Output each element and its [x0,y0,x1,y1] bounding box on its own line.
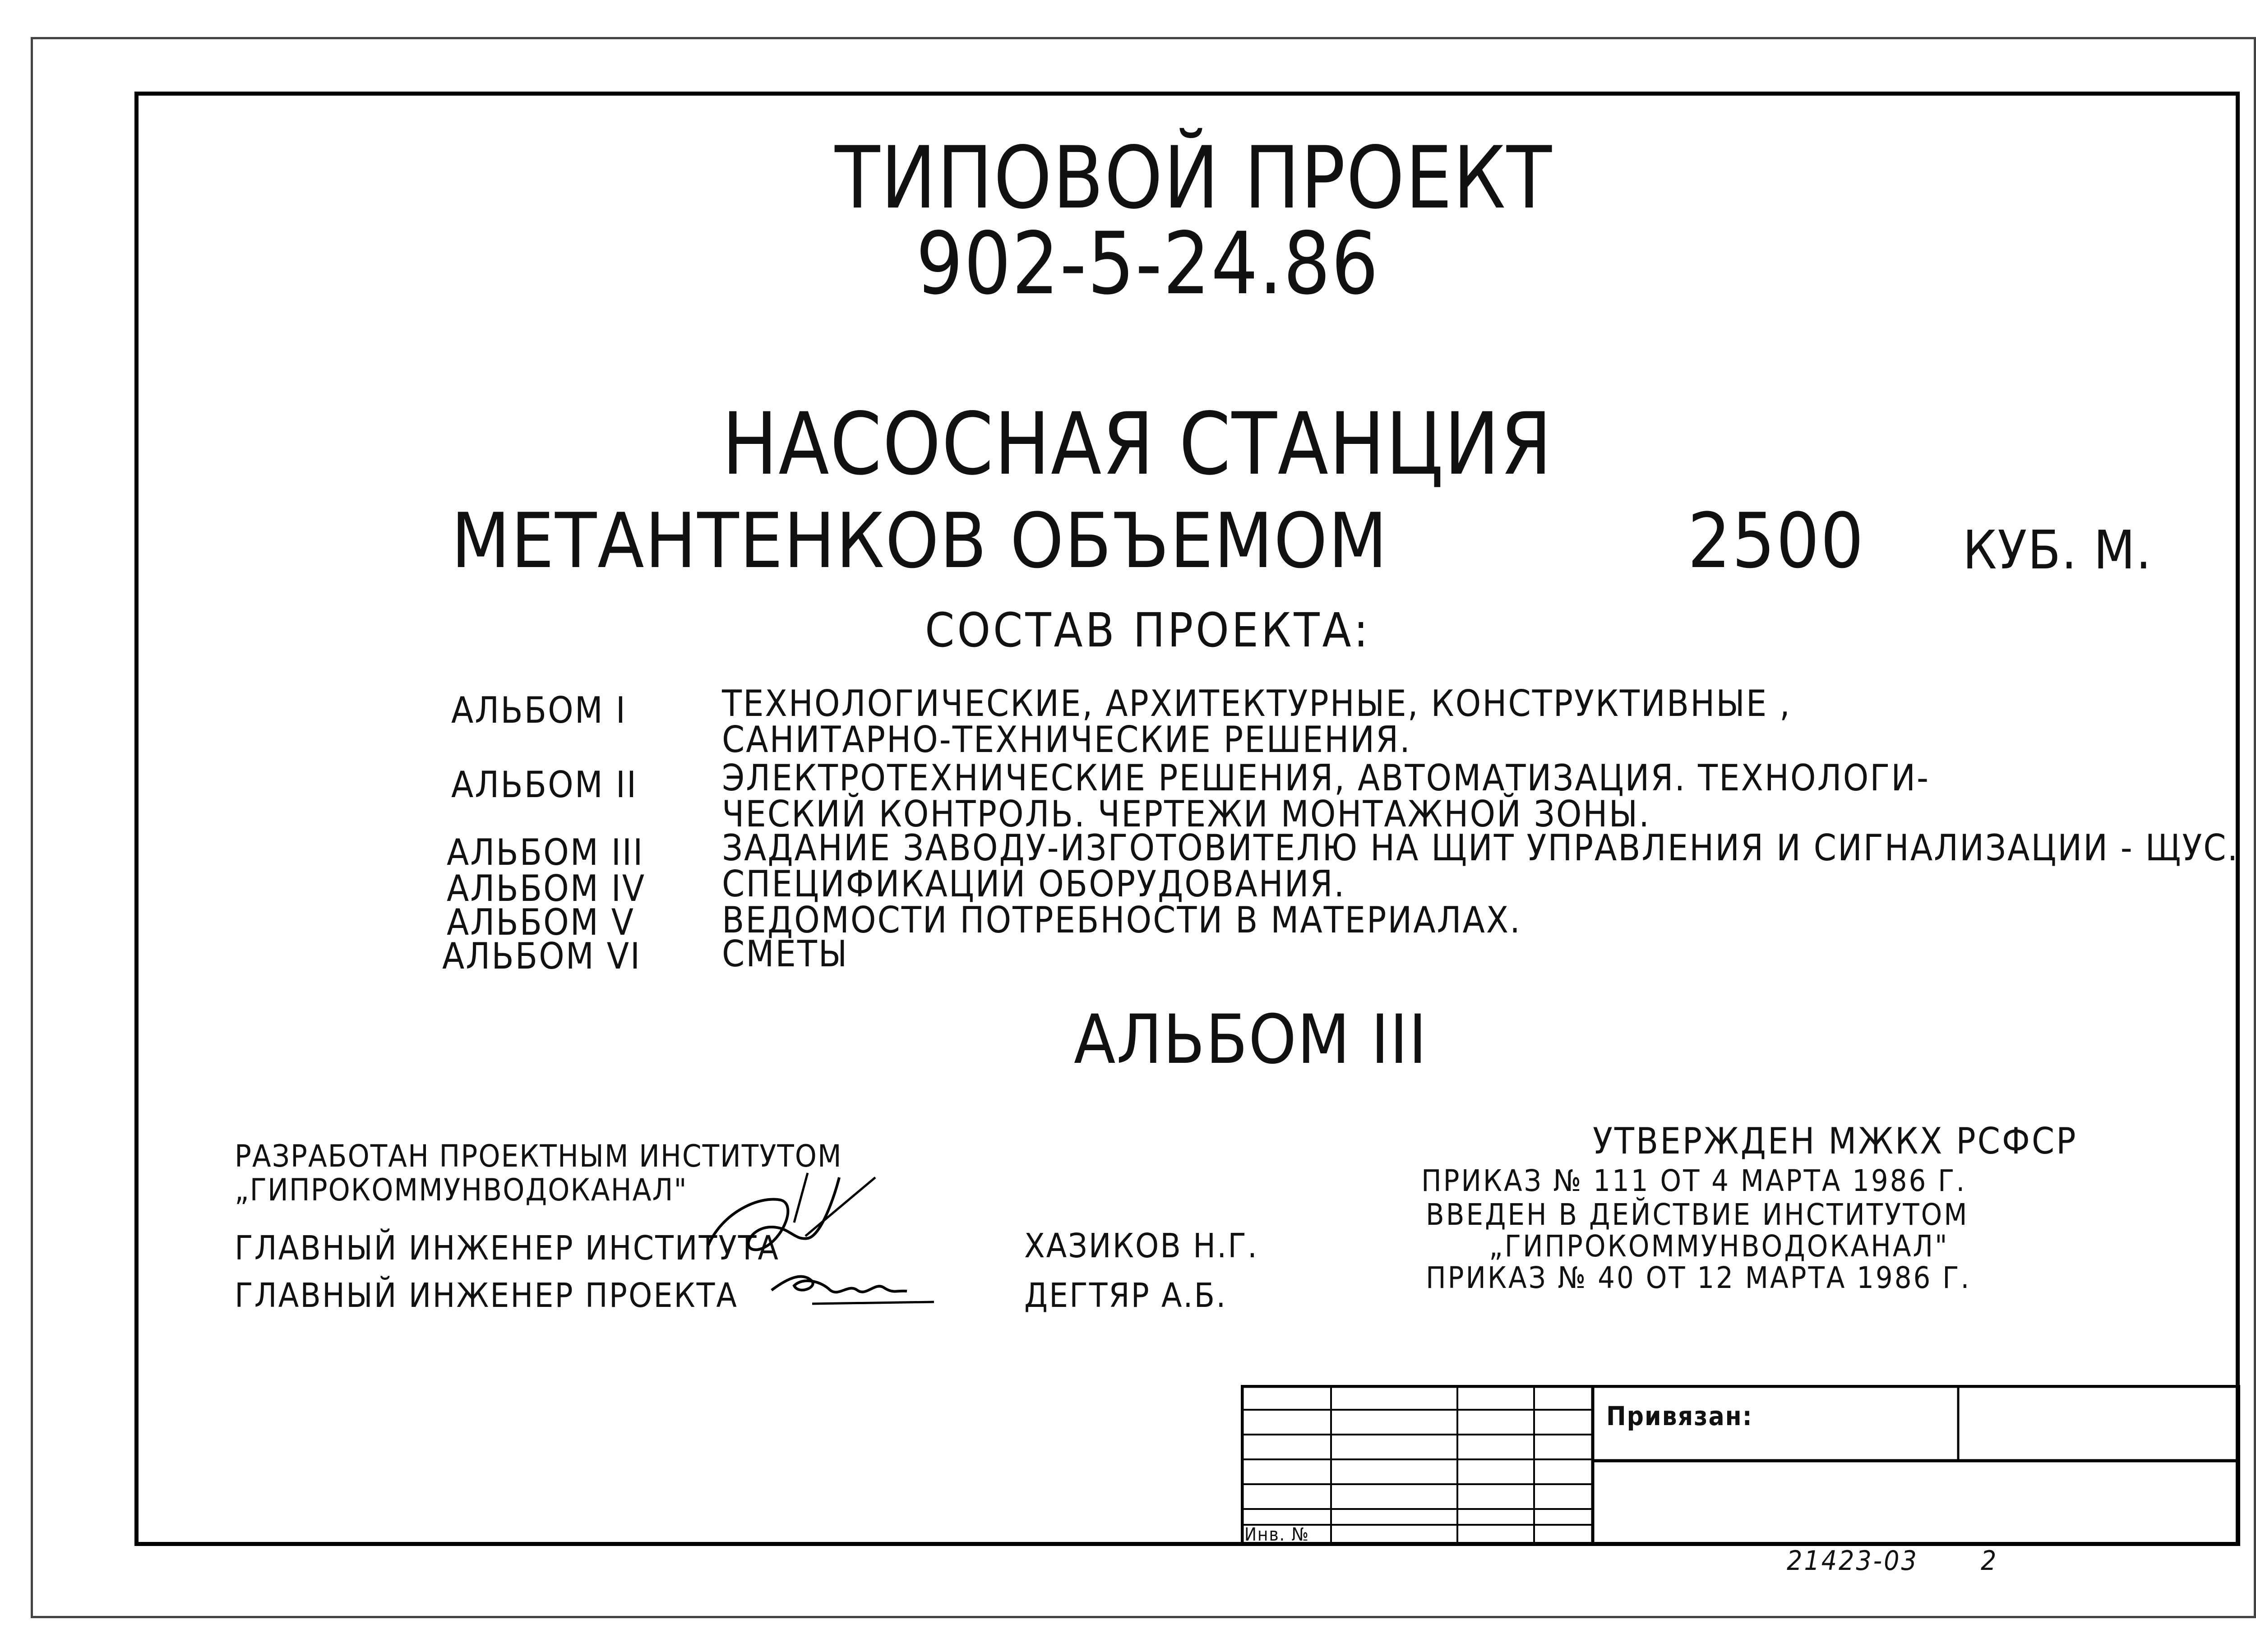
project-number: 902-5-24.86 [916,214,1379,314]
volume-unit: КУБ. М. [1963,519,2152,581]
album-5-label: АЛЬБОМ V [447,901,635,943]
album-6-line-1: СМЕТЫ [722,933,849,975]
album-3-label: АЛЬБОМ III [447,831,644,873]
approval-line-4: „ГИПРОКОММУНВОДОКАНАЛ" [1489,1229,1949,1264]
volume-value: 2500 [1687,497,1865,585]
album-5-line-1: ВЕДОМОСТИ ПОТРЕБНОСТИ В МАТЕРИАЛАХ. [722,899,1521,941]
page-number: 2 [1981,1545,1998,1577]
album-6-label: АЛЬБОМ VI [442,935,642,977]
developer-line-2: „ГИПРОКОММУНВОДОКАНАЛ" [235,1172,688,1208]
album-2-line-1: ЭЛЕКТРОТЕХНИЧЕСКИЕ РЕШЕНИЯ, АВТОМАТИЗАЦИЯ. ТЕХНОЛОГИ- [722,757,1930,799]
album-2-line-2: ЧЕСКИЙ КОНТРОЛЬ. ЧЕРТЕЖИ МОНТАЖНОЙ ЗОНЫ. [722,793,1650,835]
composition-heading: СОСТАВ ПРОЕКТА: [925,603,1371,658]
album-1-line-1: ТЕХНОЛОГИЧЕСКИЕ, АРХИТЕКТУРНЫЕ, КОНСТРУКТИВНЫЕ , [722,683,1791,724]
album-4-label: АЛЬБОМ IV [447,868,646,909]
developer-line-1: РАЗРАБОТАН ПРОЕКТНЫМ ИНСТИТУТОМ [235,1139,842,1174]
project-type-title: ТИПОВОЙ ПРОЕКТ [835,128,1553,228]
signature-chief-project [763,1259,943,1317]
document-number: 21423-03 [1787,1545,1919,1577]
attached-label: Привязан: [1606,1401,1753,1431]
approval-line-1: УТВЕРЖДЕН МЖКХ РСФСР [1593,1120,2078,1162]
inventory-number-label: Инв. № [1244,1524,1309,1545]
album-2-label: АЛЬБОМ II [451,764,638,806]
album-1-label: АЛЬБОМ I [451,689,627,731]
chief-project-name: ДЕГТЯР А.Б. [1024,1276,1227,1315]
album-4-line-1: СПЕЦИФИКАЦИИ ОБОРУДОВАНИЯ. [722,863,1346,905]
approval-line-2: ПРИКАЗ № 111 ОТ 4 МАРТА 1986 Г. [1421,1163,1967,1198]
current-album-title: АЛЬБОМ III [1074,1001,1428,1079]
album-1-line-2: САНИТАРНО-ТЕХНИЧЕСКИЕ РЕШЕНИЯ. [722,719,1411,761]
chief-project-label: ГЛАВНЫЙ ИНЖЕНЕР ПРОЕКТА [235,1276,738,1315]
approval-line-3: ВВЕДЕН В ДЕЙСТВИЕ ИНСТИТУТОМ [1426,1197,1969,1232]
title-block [1241,1385,2240,1546]
approval-line-5: ПРИКАЗ № 40 ОТ 12 МАРТА 1986 Г. [1426,1260,1971,1295]
station-title: НАСОСНАЯ СТАНЦИЯ [722,394,1553,494]
chief-institute-name: ХАЗИКОВ Н.Г. [1024,1227,1259,1265]
album-3-line-1: ЗАДАНИЕ ЗАВОДУ-ИЗГОТОВИТЕЛЮ НА ЩИТ УПРАВЛЕНИЯ И СИГНАЛИЗАЦИИ - ЩУС. [722,827,2239,869]
chief-institute-label: ГЛАВНЫЙ ИНЖЕНЕР ИНСТИТУТА [235,1229,780,1268]
station-subtitle: МЕТАНТЕНКОВ ОБЪЕМОМ [451,497,1388,585]
